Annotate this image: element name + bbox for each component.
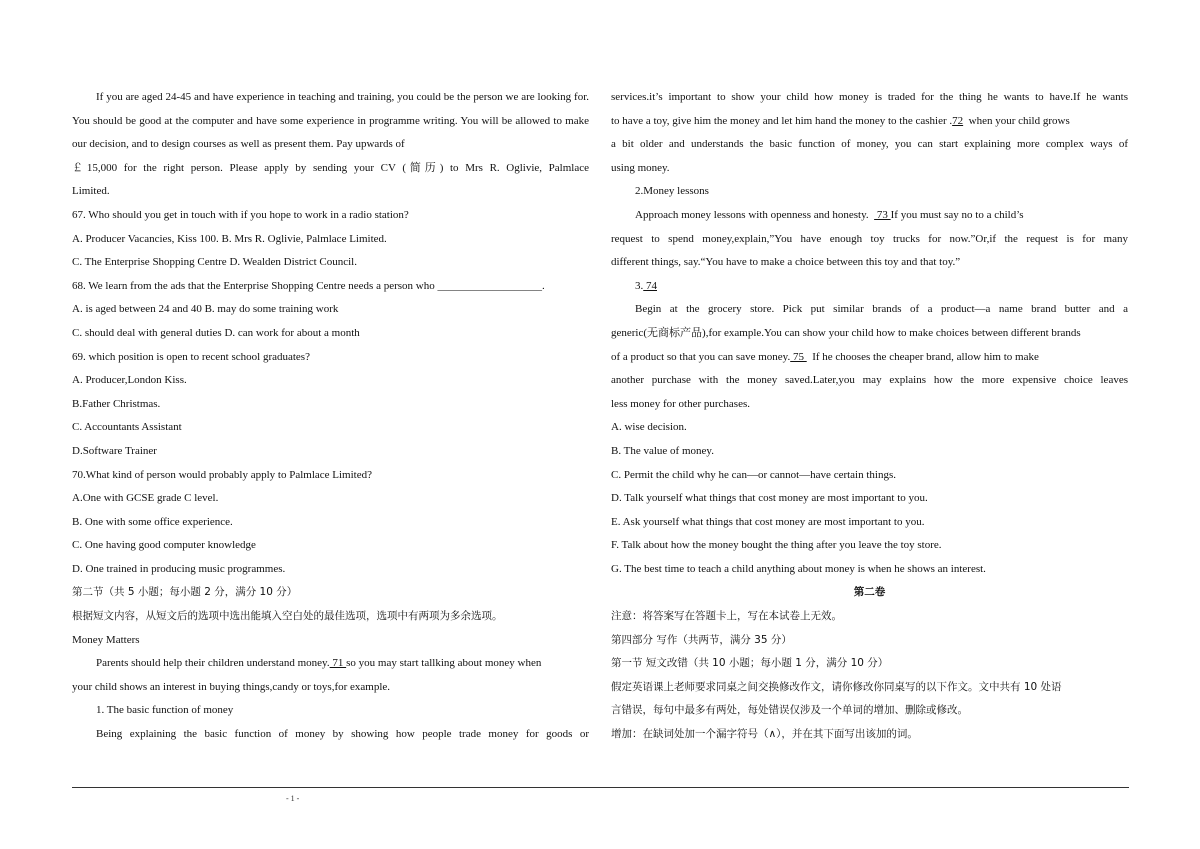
- subheading-3: [611, 275, 1128, 299]
- left-column: [72, 86, 589, 747]
- ad-paragraph-end: Limited.: [72, 185, 110, 198]
- part-4-heading: 第四部分 写作（共两节，满分 35 分）: [611, 633, 792, 646]
- passage-paragraph-4-line-5: less money for other purchases.: [611, 397, 750, 410]
- passage-paragraph-1-cont: your child shows an interest in buying things,candy or toys,for example.: [72, 680, 391, 693]
- question-69-option-b: B.Father Christmas.: [72, 397, 161, 410]
- question-69-option-c: C. Accountants Assistant: [72, 421, 182, 434]
- paragraph-text: when your child grows: [968, 114, 1070, 127]
- question-69-option-a: A. Producer,London Kiss.: [72, 374, 187, 387]
- question-70-option-d: D. One trained in producing music programmes.: [72, 562, 286, 575]
- question-69: 69. which position is open to recent school graduates?: [72, 350, 310, 363]
- paragraph-text: Parents should help their children understand money.: [96, 657, 330, 670]
- option-c: C. Permit the child why he can—or cannot—have certain things.: [611, 468, 897, 481]
- footer-divider: [72, 787, 1129, 788]
- question-68-options-ab: A. is aged between 24 and 40 B. may do some training work: [72, 303, 339, 316]
- add-rule: 增加：在缺词处加一个漏字符号（∧），并在其下面写出该加的词。: [611, 728, 918, 741]
- blank-73: 73: [874, 208, 891, 221]
- question-68-options-cd: C. should deal with general duties D. can work for about a month: [72, 326, 360, 339]
- question-69-option-d: D.Software Trainer: [72, 444, 157, 457]
- paragraph-text: If he chooses the cheaper brand, allow him to make: [812, 350, 1039, 363]
- page-number: - 1 -: [286, 794, 300, 803]
- option-g: G. The best time to teach a child anything about money is when he shows an interest.: [611, 562, 986, 575]
- volume-2-title: 第二卷: [853, 586, 886, 599]
- passage-paragraph-2-line-2: [611, 110, 1128, 134]
- passage-paragraph-3-line-2: request to spend money,explain,”You have enough toy trucks for now.”Or,if the request is for many: [611, 232, 1128, 245]
- option-b: B. The value of money.: [611, 444, 714, 457]
- ad-paragraph: If you are aged 24-45 and have experience in teaching and training, you could be the person we are looking for. You should be good at the computer and have some experience in programme writing. You will be allowed to make our decision, and to design courses as well as present them. Pay upwards of: [72, 91, 589, 151]
- subheading-number: 3.: [635, 279, 644, 292]
- task-instruction-line-2: 言错误，每句中最多有两处，每处错误仅涉及一个单词的增加、删除或修改。: [611, 704, 968, 717]
- paragraph-text: If you must say no to a child’s: [890, 208, 1024, 221]
- question-70-option-a: A.One with GCSE grade C level.: [72, 492, 219, 505]
- paragraph-text: Approach money lessons with openness and honesty.: [635, 208, 869, 221]
- passage-paragraph-3-line-3: different things, say.“You have to make a choice between this toy and that toy.”: [611, 256, 961, 269]
- option-e: E. Ask yourself what things that cost money are most important to you.: [611, 515, 925, 528]
- question-67-options-cd: C. The Enterprise Shopping Centre D. Wealden District Council.: [72, 256, 357, 269]
- ad-paragraph-cont: ￡15,000 for the right person. Please apply by sending your CV (简历) to Mrs R. Oglivie, Palmlace: [72, 161, 589, 174]
- section-2-heading: 第二节（共 5 小题；每小题 2 分，满分 10 分）: [72, 586, 298, 599]
- question-70-option-c: C. One having good computer knowledge: [72, 539, 256, 552]
- section-2-instruction: 根据短文内容，从短文后的选项中选出能填入空白处的最佳选项，选项中有两项为多余选项。: [72, 610, 503, 623]
- blank-72: 72: [952, 114, 964, 127]
- question-67-options-ab: A. Producer Vacancies, Kiss 100. B. Mrs R. Oglivie, Palmlace Limited.: [72, 232, 387, 245]
- passage-paragraph-2-line-4: using money.: [611, 161, 670, 174]
- passage-paragraph-4: Begin at the grocery store. Pick put similar brands of a product—a name brand butter and a: [635, 303, 1128, 316]
- passage-title: Money Matters: [72, 633, 140, 646]
- passage-paragraph-2: Being explaining the basic function of money by showing how people trade money for goods or: [96, 728, 589, 741]
- paragraph-text: to have a toy, give him the money and let him hand the money to the cashier .: [611, 114, 953, 127]
- passage-paragraph-2-line-3: a bit older and understands the basic function of money, you can start explaining more complex ways of: [611, 138, 1128, 151]
- option-d: D. Talk yourself what things that cost money are most important to you.: [611, 492, 928, 505]
- notice: 注意：将答案写在答题卡上，写在本试卷上无效。: [611, 610, 842, 623]
- option-f: F. Talk about how the money bought the thing after you leave the toy store.: [611, 539, 942, 552]
- passage-paragraph-1: [72, 652, 589, 676]
- section-1-heading: 第一节 短文改错（共 10 小题；每小题 1 分，满分 10 分）: [611, 657, 889, 670]
- passage-paragraph-4-line-3: [611, 346, 1128, 370]
- task-instruction-line-1: 假定英语课上老师要求同桌之间交换修改作文，请你修改你同桌写的以下作文。文中共有 10 处语: [611, 680, 1062, 693]
- question-70: 70.What kind of person would probably apply to Palmlace Limited?: [72, 468, 372, 481]
- paragraph-text: of a product so that you can save money.: [611, 350, 791, 363]
- passage-paragraph-4-line-2: generic(无商标产品),for example.You can show your child how to make choices between different brands: [611, 326, 1081, 339]
- blank-74: 74: [643, 279, 657, 292]
- subheading-1: 1. The basic function of money: [96, 704, 234, 717]
- passage-paragraph-3: [611, 204, 1128, 228]
- option-a: A. wise decision.: [611, 421, 687, 434]
- question-68: 68. We learn from the ads that the Enterprise Shopping Centre needs a person who ___________________.: [72, 279, 545, 292]
- question-70-option-b: B. One with some office experience.: [72, 515, 233, 528]
- passage-paragraph-2-cont: services.it’s important to show your child how money is traded for the thing he wants to have.If he wants: [611, 91, 1128, 103]
- blank-71: 71: [329, 657, 347, 670]
- question-67: 67. Who should you get in touch with if you hope to work in a radio station?: [72, 208, 409, 221]
- right-column: [611, 86, 1128, 747]
- paragraph-text: so you may start tallking about money when: [346, 657, 542, 670]
- passage-paragraph-4-line-4: another purchase with the money saved.Later,you may explains how the more expensive choice leaves: [611, 374, 1128, 387]
- subheading-2: 2.Money lessons: [635, 185, 709, 198]
- blank-75: 75: [790, 350, 807, 363]
